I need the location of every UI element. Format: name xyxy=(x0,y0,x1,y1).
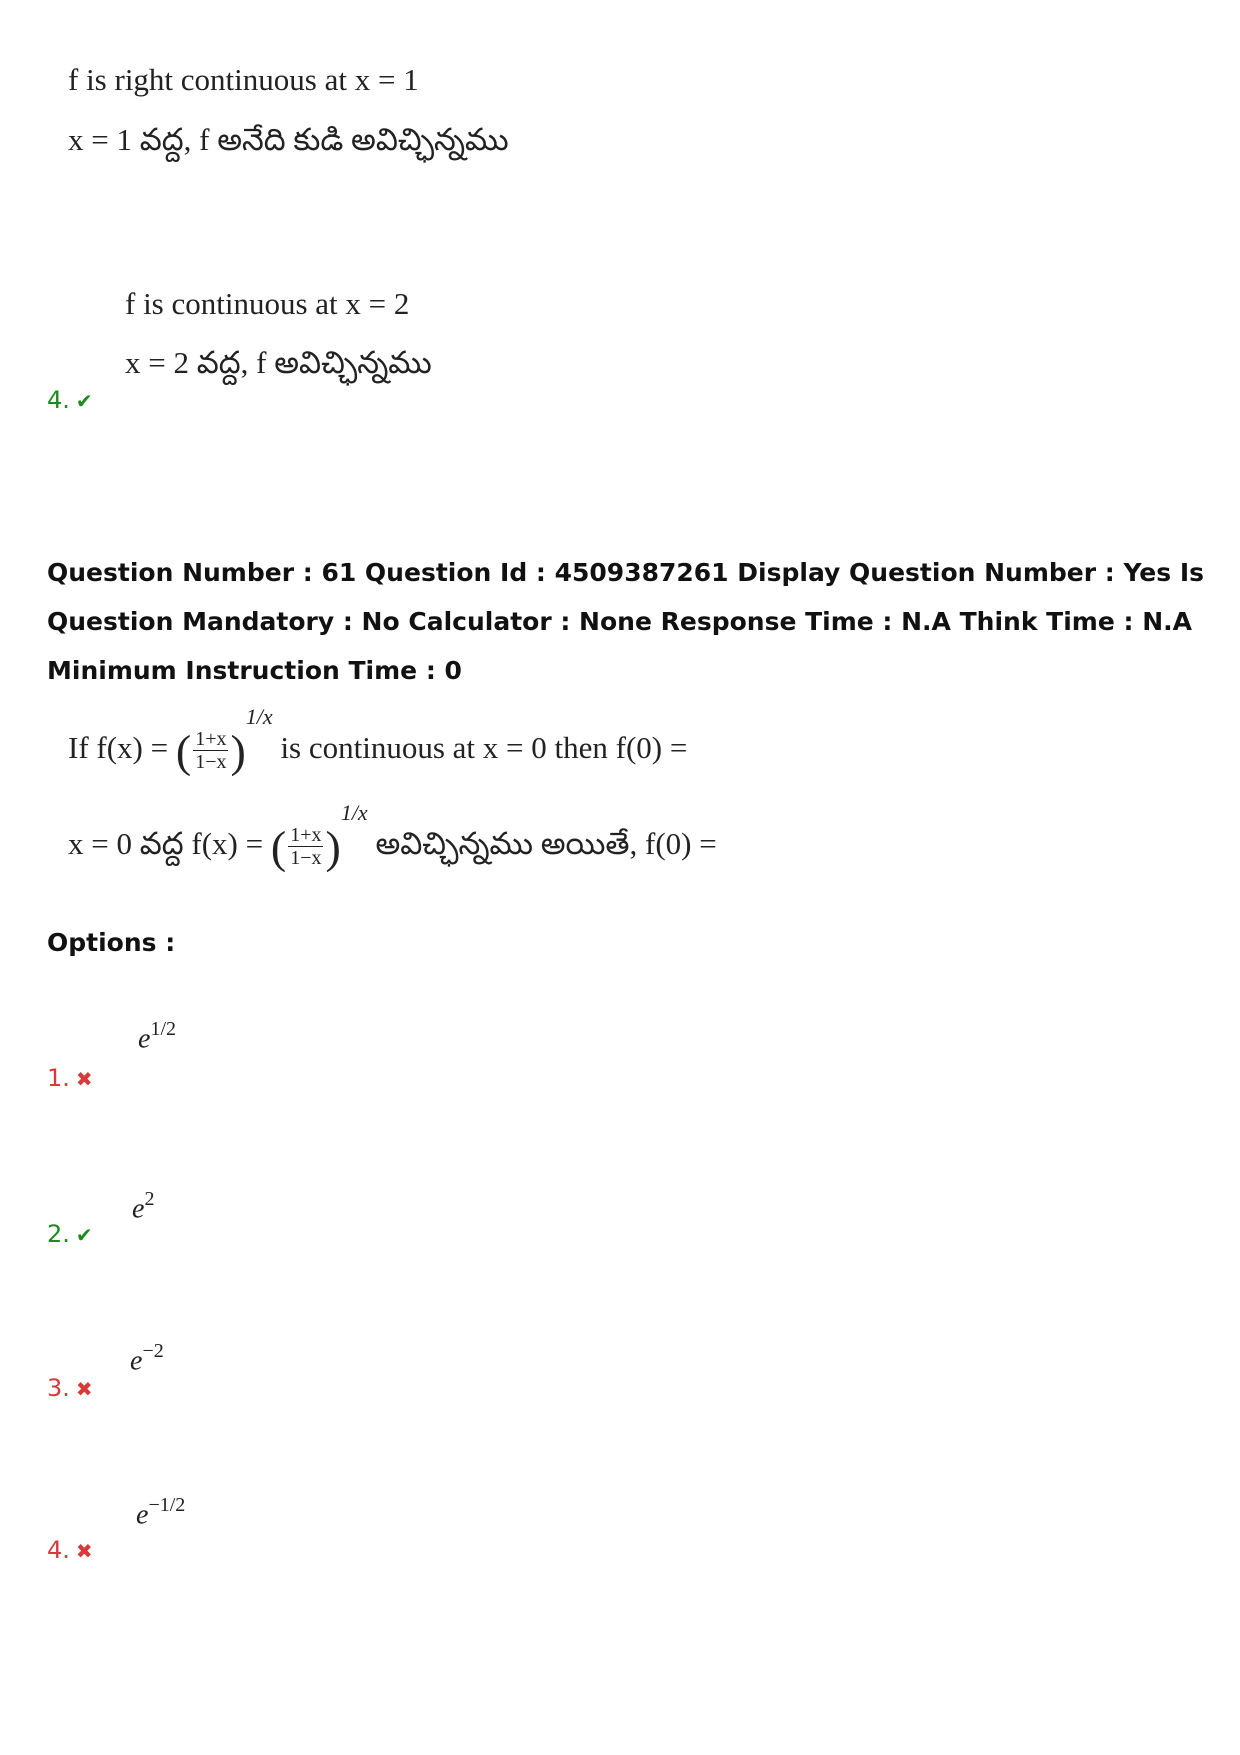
prev-option-4-line-1: f is continuous at x = 2 xyxy=(125,286,410,321)
option-3-number xyxy=(47,1374,93,1402)
option-exponent: 1/2 xyxy=(150,1018,176,1040)
check-icon: ✔ xyxy=(75,1223,93,1247)
fraction-denominator: 1−x xyxy=(290,847,322,870)
option-1-expression xyxy=(138,1020,176,1055)
question-telugu-suffix: అవిచ్ఛిన్నము అయితే, f(0) = xyxy=(367,826,717,861)
question-telugu: x = 0 వద్ద f(x) = ( $\frac{1+x}{1-x}$ )$^{1/x}$ అవిచ్ఛిన్నము అయితే, f(0) = xyxy=(68,800,717,873)
option-base: e xyxy=(132,1193,145,1225)
cross-icon: ✖ xyxy=(75,1067,93,1091)
question-meta: Question Number : 61 Question Id : 4509387261 Display Question Number : Yes Is Question Mandatory : No Calculator : None Response Time : N.A Think Time : N.A Minimum Instruction Time : 0 xyxy=(47,558,1205,685)
check-icon: ✔ xyxy=(75,389,93,413)
options-label: Options : xyxy=(47,928,176,957)
prev-option-4-number xyxy=(47,386,93,414)
prev-option-4-line-2: x = 2 వద్ద, f అవిచ్ఛిన్నము xyxy=(125,345,432,380)
option-exponent: −2 xyxy=(142,1340,164,1362)
option-2-number xyxy=(47,1220,93,1248)
question-telugu-fraction xyxy=(288,824,323,869)
option-3-expression xyxy=(130,1342,164,1377)
cross-icon: ✖ xyxy=(75,1539,93,1563)
option-base: e xyxy=(136,1499,149,1531)
fraction-denominator: 1−x xyxy=(195,751,227,774)
option-number: 4. xyxy=(47,1536,70,1564)
prev-solution-line-2: x = 1 వద్ద, f అనేది కుడి అవిచ్ఛిన్నము xyxy=(68,122,509,157)
option-4-number xyxy=(47,1536,93,1564)
fraction-numerator: 1+x xyxy=(195,728,227,751)
question-english-fraction xyxy=(193,728,228,773)
fraction-numerator: 1+x xyxy=(290,824,322,847)
question-telugu-prefix: x = 0 వద్ద f(x) = xyxy=(68,826,271,861)
option-base: e xyxy=(130,1345,143,1377)
question-english: If f(x) = ( $\frac{1+x}{1-x}$ )$^{1/x}$ is continuous at x = 0 then f(0) = xyxy=(68,704,688,777)
cross-icon: ✖ xyxy=(75,1377,93,1401)
option-exponent: 2 xyxy=(144,1188,155,1210)
option-number: 4. xyxy=(47,386,70,414)
option-number: 2. xyxy=(47,1220,70,1248)
question-english-exponent: 1/x xyxy=(245,704,273,729)
question-english-suffix: is continuous at x = 0 then f(0) = xyxy=(272,730,688,765)
question-english-prefix: If f(x) = xyxy=(68,730,176,765)
option-1-number xyxy=(47,1064,93,1092)
question-telugu-exponent: 1/x xyxy=(340,800,368,825)
prev-solution-line-1: f is right continuous at x = 1 xyxy=(68,62,419,97)
option-number: 3. xyxy=(47,1374,70,1402)
option-number: 1. xyxy=(47,1064,70,1092)
option-base: e xyxy=(138,1023,151,1055)
option-exponent: −1/2 xyxy=(148,1494,186,1516)
option-4-expression xyxy=(136,1496,185,1531)
option-2-expression xyxy=(132,1190,154,1225)
